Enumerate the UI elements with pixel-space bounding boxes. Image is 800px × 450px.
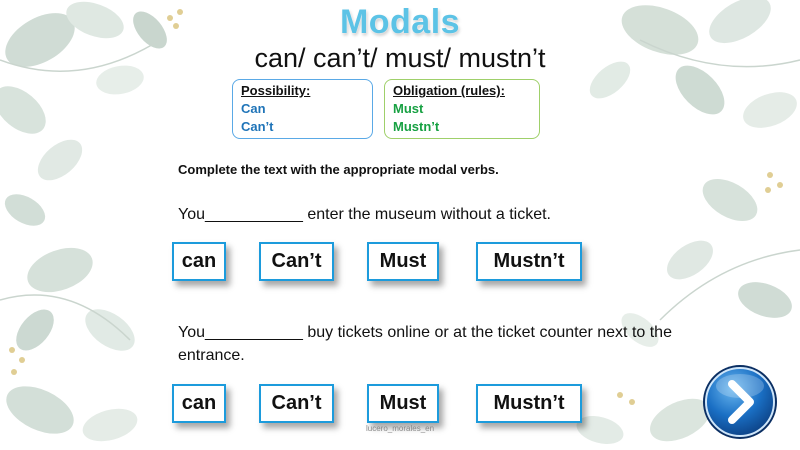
question-2-sentence: You___________ buy tickets online or at the ticket counter next to the entrance. bbox=[178, 324, 672, 364]
obligation-box bbox=[384, 79, 540, 139]
obligation-item-must: Must bbox=[393, 101, 424, 116]
q1-option-must-button[interactable]: Must bbox=[367, 242, 439, 281]
q2-option-must-button[interactable]: Must bbox=[367, 384, 439, 423]
instruction-text: Complete the text with the appropriate modal verbs. bbox=[178, 162, 499, 177]
q2-option-cant-button[interactable]: Can’t bbox=[259, 384, 334, 423]
obligation-heading: Obligation (rules): bbox=[393, 83, 505, 98]
obligation-item-mustnt: Mustn’t bbox=[393, 119, 440, 134]
q1-option-cant-button[interactable]: Can’t bbox=[259, 242, 334, 281]
question-1-sentence: You___________ enter the museum without a ticket. bbox=[178, 206, 551, 223]
chevron-right-icon bbox=[700, 362, 780, 442]
next-button[interactable] bbox=[700, 362, 780, 442]
possibility-item-cant: Can’t bbox=[241, 119, 274, 134]
possibility-heading: Possibility: bbox=[241, 83, 311, 98]
q2-option-can-button[interactable]: can bbox=[172, 384, 226, 423]
possibility-box bbox=[232, 79, 373, 139]
q1-option-can-button[interactable]: can bbox=[172, 242, 226, 281]
q2-option-mustnt-button[interactable]: Mustn’t bbox=[476, 384, 582, 423]
slide-title: Modals bbox=[339, 3, 461, 41]
q1-option-mustnt-button[interactable]: Mustn’t bbox=[476, 242, 582, 281]
possibility-item-can: Can bbox=[241, 101, 266, 116]
watermark: lucero_morales_en bbox=[366, 424, 435, 433]
slide-subtitle: can/ can’t/ must/ mustn’t bbox=[254, 43, 546, 73]
